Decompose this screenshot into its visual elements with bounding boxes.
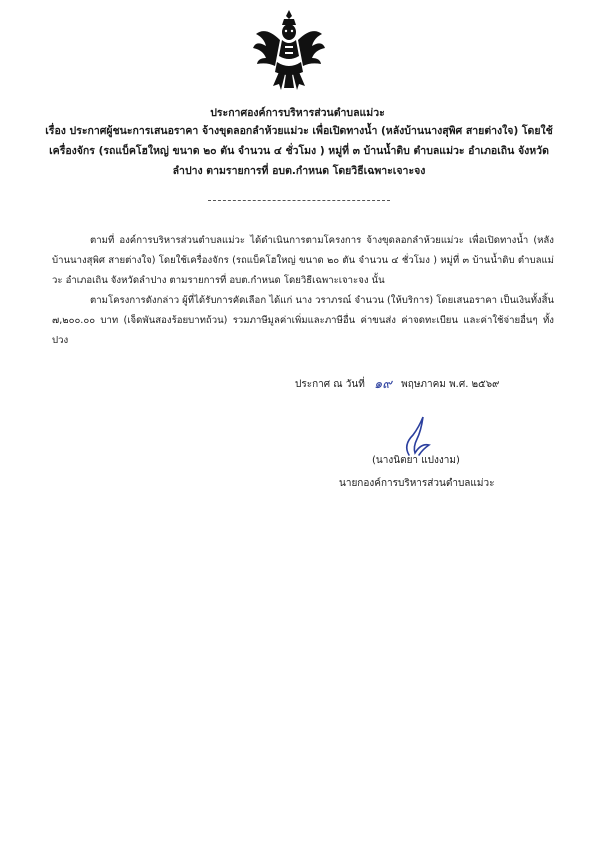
signer-position: นายกองค์การบริหารส่วนตำบลแม่วะ [339,478,495,489]
handwritten-day: ๑๙ [373,377,392,392]
date-prefix: ประกาศ ณ วันที่ [295,379,365,390]
signer-name: (นางนิตยา แปงงาม) [372,455,460,466]
date-day-field [368,379,398,390]
divider-line [208,200,390,201]
body-paragraph-2: ตามโครงการดังกล่าว ผู้ที่ได้รับการคัดเลือก ได้แก่ นาง วราภรณ์ จำนวน (ให้บริการ) โดยเสนอราคา เป็นเงินทั้งสิ้น ๗,๒๐๐.๐๐ บาท (เจ็ดพันสองร้อยบาทถ้วน) รวมภาษีมูลค่าเพิ่มและภาษีอื่น ค่าขนส่ง ค่าจดทะเบียน และค่าใช้จ่ายอื่นๆ ทั้งปวง [52,295,554,346]
date-line [295,377,499,392]
signature-mark [395,415,435,457]
date-month-year: พฤษภาคม พ.ศ. ๒๕๖๙ [401,379,500,390]
body-paragraph-1: ตามที่ องค์การบริหารส่วนตำบลแม่วะ ได้ดำเนินการตามโครงการ จ้างขุดลอกลำห้วยแม่วะ เพื่อเปิดทางน้ำ (หลังบ้านนางสุพิศ สายต่างใจ) โดยใช้เครื่องจักร (รถแบ็คโฮใหญ่ ขนาด ๒๐ ตัน จำนวน ๔ ชั่วโมง ) หมู่ที่ ๓ บ้านน้ำดิบ ตำบลแม่วะ อำเภอเถิน จังหวัดลำปาง ตามรายการที่ อบต.กำหนด โดยวิธีเฉพาะเจาะจง นั้น [52,235,554,286]
garuda-emblem-icon [253,10,325,92]
announcement-org-title: ประกาศองค์การบริหารส่วนตำบลแม่วะ [210,107,385,119]
announcement-subject: เรื่อง ประกาศผู้ชนะการเสนอราคา จ้างขุดลอกลำห้วยแม่วะ เพื่อเปิดทางน้ำ (หลังบ้านนางสุพิศ สายต่างใจ) โดยใช้เครื่องจักร (รถแบ็คโฮใหญ่ ขนาด ๒๐ ตัน จำนวน ๔ ชั่วโมง ) หมู่ที่ ๓ บ้านน้ำดิบ ตำบลแม่วะ อำเภอเถิน จังหวัดลำปาง ตามรายการที่ อบต.กำหนด โดยวิธีเฉพาะเจาะจง [45,125,553,177]
